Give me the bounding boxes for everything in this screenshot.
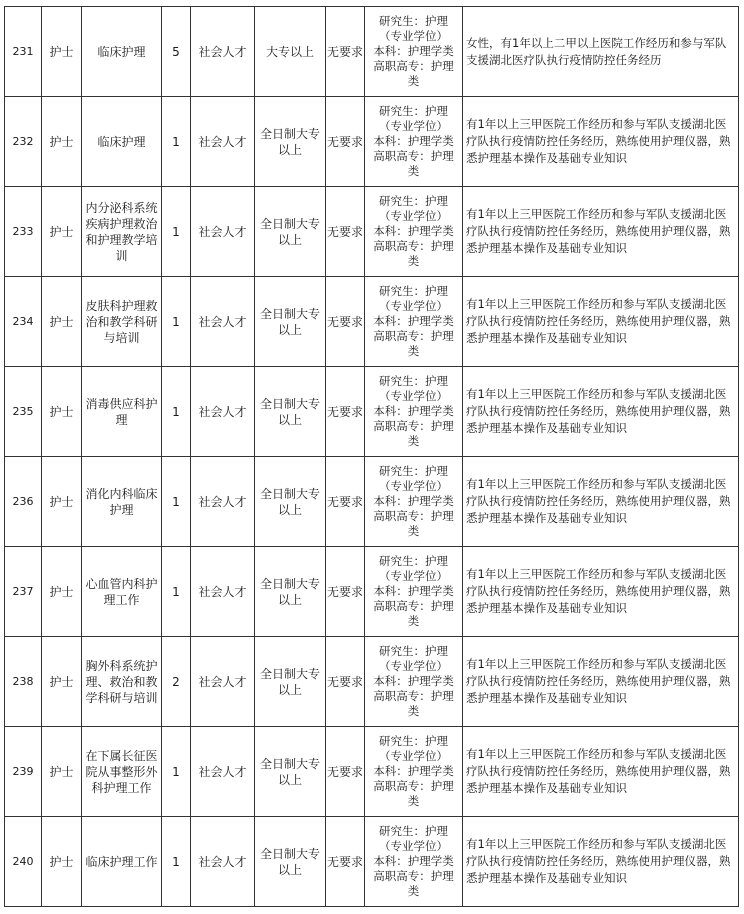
table-row — [5, 457, 739, 547]
row-number: 236 — [5, 457, 42, 547]
degree-line: （专业学位） — [379, 479, 448, 493]
degree-major — [365, 547, 463, 637]
other-requirement: 无要求 — [326, 277, 365, 367]
degree-line: 研究生：护理 — [379, 464, 448, 478]
table-row — [5, 7, 739, 97]
degree-major — [365, 637, 463, 727]
candidate-source: 社会人才 — [191, 277, 255, 367]
job-conditions: 有1年以上三甲医院工作经历和参与军队支援湖北医疗队执行疫情防控任务经历，熟练使用护理仪器，熟悉护理基本操作及基础专业知识 — [463, 367, 739, 457]
other-requirement: 无要求 — [326, 727, 365, 817]
degree-line: 本科：护理学类 — [373, 44, 454, 58]
table-row — [5, 727, 739, 817]
degree-line: 研究生：护理 — [379, 194, 448, 208]
specialty: 临床护理 — [82, 7, 162, 97]
degree-line: 类 — [407, 794, 420, 808]
degree-line: 本科：护理学类 — [373, 314, 454, 328]
education-requirement: 全日制大专以上 — [255, 187, 326, 277]
degree-line: 高职高专：护理 — [373, 779, 454, 793]
degree-line: 研究生：护理 — [379, 284, 448, 298]
degree-line: 高职高专：护理 — [373, 59, 454, 73]
candidate-source: 社会人才 — [191, 97, 255, 187]
position-name: 护士 — [42, 187, 82, 277]
degree-line: 高职高专：护理 — [373, 689, 454, 703]
hiring-count: 1 — [162, 367, 191, 457]
row-number: 237 — [5, 547, 42, 637]
other-requirement: 无要求 — [326, 637, 365, 727]
education-requirement: 全日制大专以上 — [255, 547, 326, 637]
degree-line: 类 — [407, 74, 420, 88]
row-number: 233 — [5, 187, 42, 277]
other-requirement: 无要求 — [326, 367, 365, 457]
education-requirement: 全日制大专以上 — [255, 637, 326, 727]
job-conditions: 有1年以上三甲医院工作经历和参与军队支援湖北医疗队执行疫情防控任务经历，熟练使用护理仪器，熟悉护理基本操作及基础专业知识 — [463, 547, 739, 637]
other-requirement: 无要求 — [326, 7, 365, 97]
table-row — [5, 367, 739, 457]
degree-line: （专业学位） — [379, 299, 448, 313]
candidate-source: 社会人才 — [191, 727, 255, 817]
degree-line: 类 — [407, 704, 420, 718]
position-name: 护士 — [42, 7, 82, 97]
specialty: 皮肤科护理救治和教学科研与培训 — [82, 277, 162, 367]
job-conditions: 有1年以上三甲医院工作经历和参与军队支援湖北医疗队执行疫情防控任务经历，熟练使用护理仪器，熟悉护理基本操作及基础专业知识 — [463, 637, 739, 727]
degree-line: （专业学位） — [379, 839, 448, 853]
row-number: 239 — [5, 727, 42, 817]
hiring-count: 1 — [162, 817, 191, 907]
degree-line: 本科：护理学类 — [373, 404, 454, 418]
row-number: 240 — [5, 817, 42, 907]
education-requirement: 全日制大专以上 — [255, 97, 326, 187]
job-conditions: 有1年以上三甲医院工作经历和参与军队支援湖北医疗队执行疫情防控任务经历，熟练使用护理仪器，熟悉护理基本操作及基础专业知识 — [463, 727, 739, 817]
row-number: 231 — [5, 7, 42, 97]
hiring-count: 1 — [162, 187, 191, 277]
degree-line: 类 — [407, 614, 420, 628]
degree-major — [365, 277, 463, 367]
table-row — [5, 817, 739, 907]
other-requirement: 无要求 — [326, 457, 365, 547]
row-number: 234 — [5, 277, 42, 367]
hiring-count: 1 — [162, 457, 191, 547]
row-number: 235 — [5, 367, 42, 457]
degree-line: 本科：护理学类 — [373, 584, 454, 598]
hiring-count: 1 — [162, 547, 191, 637]
degree-line: 高职高专：护理 — [373, 239, 454, 253]
other-requirement: 无要求 — [326, 97, 365, 187]
degree-line: 类 — [407, 164, 420, 178]
specialty: 胸外科系统护理、救治和教学科研与培训 — [82, 637, 162, 727]
degree-line: （专业学位） — [379, 209, 448, 223]
hiring-count: 2 — [162, 637, 191, 727]
degree-line: 研究生：护理 — [379, 554, 448, 568]
job-conditions: 有1年以上三甲医院工作经历和参与军队支援湖北医疗队执行疫情防控任务经历，熟练使用护理仪器，熟悉护理基本操作及基础专业知识 — [463, 187, 739, 277]
job-conditions: 有1年以上三甲医院工作经历和参与军队支援湖北医疗队执行疫情防控任务经历，熟练使用护理仪器，熟悉护理基本操作及基础专业知识 — [463, 817, 739, 907]
degree-major — [365, 727, 463, 817]
position-name: 护士 — [42, 97, 82, 187]
specialty: 临床护理 — [82, 97, 162, 187]
degree-line: 类 — [407, 344, 420, 358]
other-requirement: 无要求 — [326, 547, 365, 637]
degree-line: 本科：护理学类 — [373, 224, 454, 238]
specialty: 临床护理工作 — [82, 817, 162, 907]
education-requirement: 全日制大专以上 — [255, 457, 326, 547]
job-conditions: 有1年以上三甲医院工作经历和参与军队支援湖北医疗队执行疫情防控任务经历，熟练使用护理仪器，熟悉护理基本操作及基础专业知识 — [463, 97, 739, 187]
position-name: 护士 — [42, 457, 82, 547]
degree-line: 本科：护理学类 — [373, 674, 454, 688]
candidate-source: 社会人才 — [191, 7, 255, 97]
degree-line: （专业学位） — [379, 29, 448, 43]
degree-line: 高职高专：护理 — [373, 329, 454, 343]
degree-line: 研究生：护理 — [379, 734, 448, 748]
other-requirement: 无要求 — [326, 187, 365, 277]
degree-line: 研究生：护理 — [379, 374, 448, 388]
degree-line: 高职高专：护理 — [373, 869, 454, 883]
degree-line: 类 — [407, 434, 420, 448]
degree-line: 高职高专：护理 — [373, 149, 454, 163]
education-requirement: 全日制大专以上 — [255, 817, 326, 907]
degree-line: 本科：护理学类 — [373, 134, 454, 148]
job-conditions: 有1年以上三甲医院工作经历和参与军队支援湖北医疗队执行疫情防控任务经历，熟练使用护理仪器，熟悉护理基本操作及基础专业知识 — [463, 457, 739, 547]
degree-line: 研究生：护理 — [379, 644, 448, 658]
specialty: 在下属长征医院从事整形外科护理工作 — [82, 727, 162, 817]
position-name: 护士 — [42, 727, 82, 817]
hiring-count: 1 — [162, 97, 191, 187]
degree-line: （专业学位） — [379, 119, 448, 133]
hiring-count: 1 — [162, 277, 191, 367]
degree-line: 类 — [407, 524, 420, 538]
specialty: 消毒供应科护理 — [82, 367, 162, 457]
table-body — [5, 7, 739, 907]
degree-line: 研究生：护理 — [379, 104, 448, 118]
education-requirement: 大专以上 — [255, 7, 326, 97]
hiring-count: 5 — [162, 7, 191, 97]
degree-major — [365, 817, 463, 907]
table-row — [5, 277, 739, 367]
degree-major — [365, 7, 463, 97]
other-requirement: 无要求 — [326, 817, 365, 907]
degree-major — [365, 97, 463, 187]
position-name: 护士 — [42, 637, 82, 727]
row-number: 232 — [5, 97, 42, 187]
degree-line: 类 — [407, 884, 420, 898]
job-conditions: 女性，有1年以上二甲以上医院工作经历和参与军队支援湖北医疗队执行疫情防控任务经历 — [463, 7, 739, 97]
degree-line: 高职高专：护理 — [373, 419, 454, 433]
position-name: 护士 — [42, 547, 82, 637]
row-number: 238 — [5, 637, 42, 727]
degree-line: 类 — [407, 254, 420, 268]
table-row — [5, 547, 739, 637]
table-row — [5, 97, 739, 187]
hiring-count: 1 — [162, 727, 191, 817]
education-requirement: 全日制大专以上 — [255, 727, 326, 817]
specialty: 心血管内科护理工作 — [82, 547, 162, 637]
candidate-source: 社会人才 — [191, 637, 255, 727]
position-name: 护士 — [42, 367, 82, 457]
job-conditions: 有1年以上三甲医院工作经历和参与军队支援湖北医疗队执行疫情防控任务经历，熟练使用护理仪器，熟悉护理基本操作及基础专业知识 — [463, 277, 739, 367]
recruitment-table — [4, 6, 739, 907]
degree-line: 研究生：护理 — [379, 14, 448, 28]
specialty: 内分泌科系统疾病护理救治和护理教学培训 — [82, 187, 162, 277]
education-requirement: 全日制大专以上 — [255, 367, 326, 457]
degree-line: （专业学位） — [379, 569, 448, 583]
candidate-source: 社会人才 — [191, 457, 255, 547]
degree-line: 高职高专：护理 — [373, 509, 454, 523]
candidate-source: 社会人才 — [191, 367, 255, 457]
position-name: 护士 — [42, 817, 82, 907]
degree-line: 本科：护理学类 — [373, 854, 454, 868]
degree-line: （专业学位） — [379, 749, 448, 763]
position-name: 护士 — [42, 277, 82, 367]
degree-line: （专业学位） — [379, 389, 448, 403]
table-row — [5, 187, 739, 277]
degree-major — [365, 367, 463, 457]
degree-line: 研究生：护理 — [379, 824, 448, 838]
table-row — [5, 637, 739, 727]
candidate-source: 社会人才 — [191, 547, 255, 637]
candidate-source: 社会人才 — [191, 187, 255, 277]
degree-major — [365, 187, 463, 277]
candidate-source: 社会人才 — [191, 817, 255, 907]
degree-line: 本科：护理学类 — [373, 764, 454, 778]
degree-major — [365, 457, 463, 547]
education-requirement: 全日制大专以上 — [255, 277, 326, 367]
degree-line: 本科：护理学类 — [373, 494, 454, 508]
degree-line: 高职高专：护理 — [373, 599, 454, 613]
degree-line: （专业学位） — [379, 659, 448, 673]
specialty: 消化内科临床护理 — [82, 457, 162, 547]
